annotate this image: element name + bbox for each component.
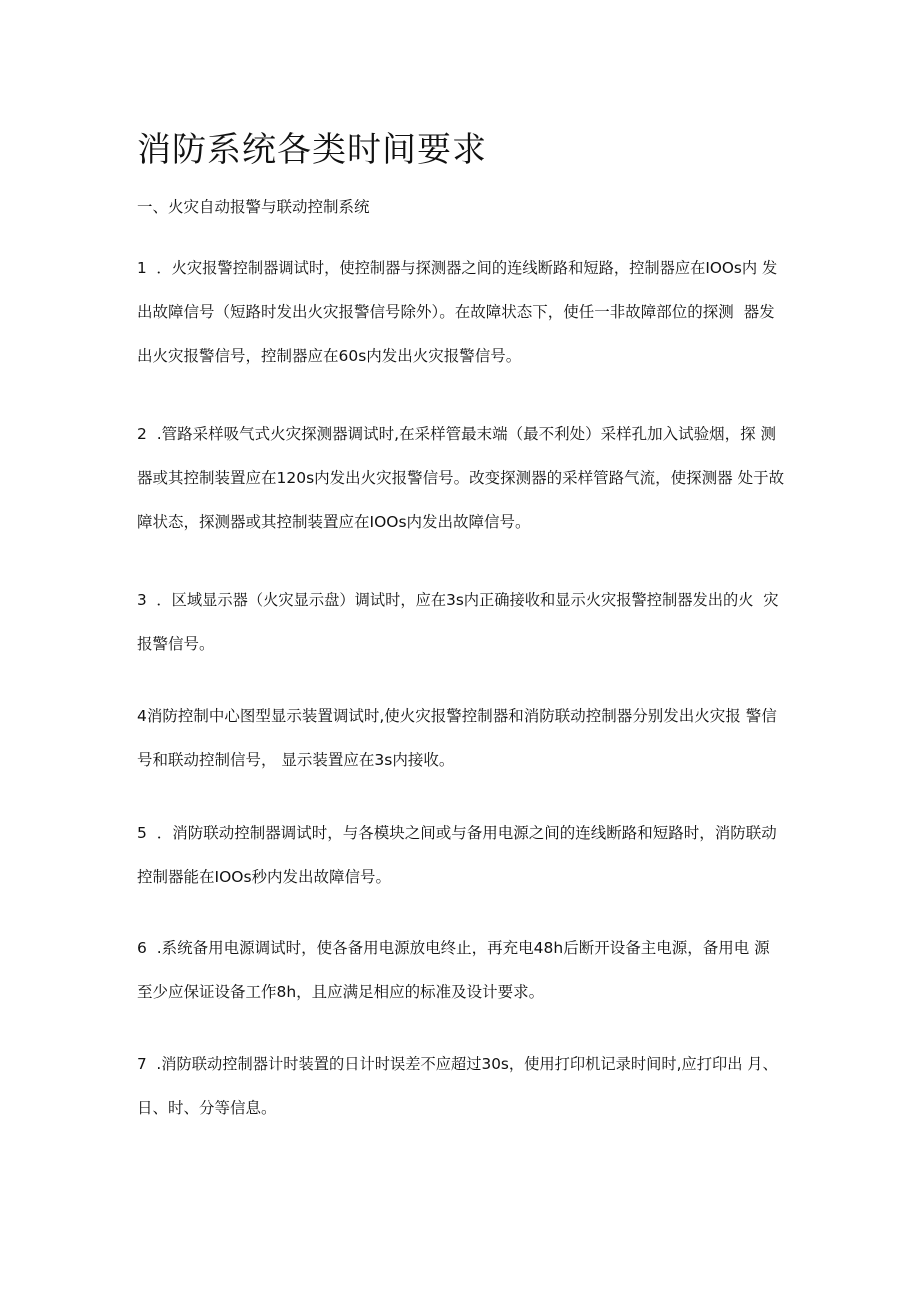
paragraph-line: 障状态，探测器或其控制装置应在IOOs内发出故障信号。 <box>137 513 531 531</box>
paragraph-line: 器或其控制装置应在120s内发出火灾报警信号。改变探测器的采样管路气流，使探测器 处于故 <box>137 469 785 487</box>
paragraph-line: 7 .消防联动控制器计时装置的日计时误差不应超过30s，使用打印机记录时间时,应打印出 月、 <box>137 1055 778 1073</box>
paragraph-line: 日、时、分等信息。 <box>137 1099 277 1117</box>
paragraph-line: 出故障信号（短路时发出火灾报警信号除外）。在故障状态下，使任一非故障部位的探测 器发 <box>137 303 775 321</box>
paragraph-2 <box>137 423 787 555</box>
paragraph-line: 3 ．区域显示器（火灾显示盘）调试时，应在3s内正确接收和显示火灾报警控制器发出的火 灾 <box>137 591 779 609</box>
paragraph-line: 至少应保证设备工作8h，且应满足相应的标准及设计要求。 <box>137 983 545 1001</box>
section-heading: 一、火灾自动报警与联动控制系统 <box>137 198 370 216</box>
paragraph-line: 控制器能在IOOs秒内发出故障信号。 <box>137 868 392 886</box>
paragraph-5 <box>137 822 787 910</box>
paragraph-7 <box>137 1053 787 1141</box>
paragraph-line: 5 ．消防联动控制器调试时，与各模块之间或与备用电源之间的连线断路和短路时，消防联动 <box>137 824 777 842</box>
paragraph-line: 6 .系统备用电源调试时，使各备用电源放电终止，再充电48h后断开设备主电源，备用电 源 <box>137 939 770 957</box>
paragraph-1 <box>137 257 787 389</box>
paragraph-3 <box>137 589 787 677</box>
paragraph-line: 4消防控制中心图型显示装置调试时,使火灾报警控制器和消防联动控制器分别发出火灾报 警信 <box>137 707 777 725</box>
paragraph-line: 号和联动控制信号， 显示装置应在3s内接收。 <box>137 751 455 769</box>
paragraph-line: 出火灾报警信号，控制器应在60s内发出火灾报警信号。 <box>137 347 522 365</box>
paragraph-line: 报警信号。 <box>137 635 215 653</box>
paragraph-6 <box>137 937 787 1025</box>
paragraph-4 <box>137 705 787 793</box>
page-title: 消防系统各类时间要求 <box>137 130 487 170</box>
paragraph-line: 2 .管路采样吸气式火灾探测器调试时,在采样管最末端（最不利处）采样孔加入试验烟，探 测 <box>137 425 776 443</box>
paragraph-line: 1 ．火灾报警控制器调试时，使控制器与探测器之间的连线断路和短路，控制器应在IOOs内 发 <box>137 259 778 277</box>
